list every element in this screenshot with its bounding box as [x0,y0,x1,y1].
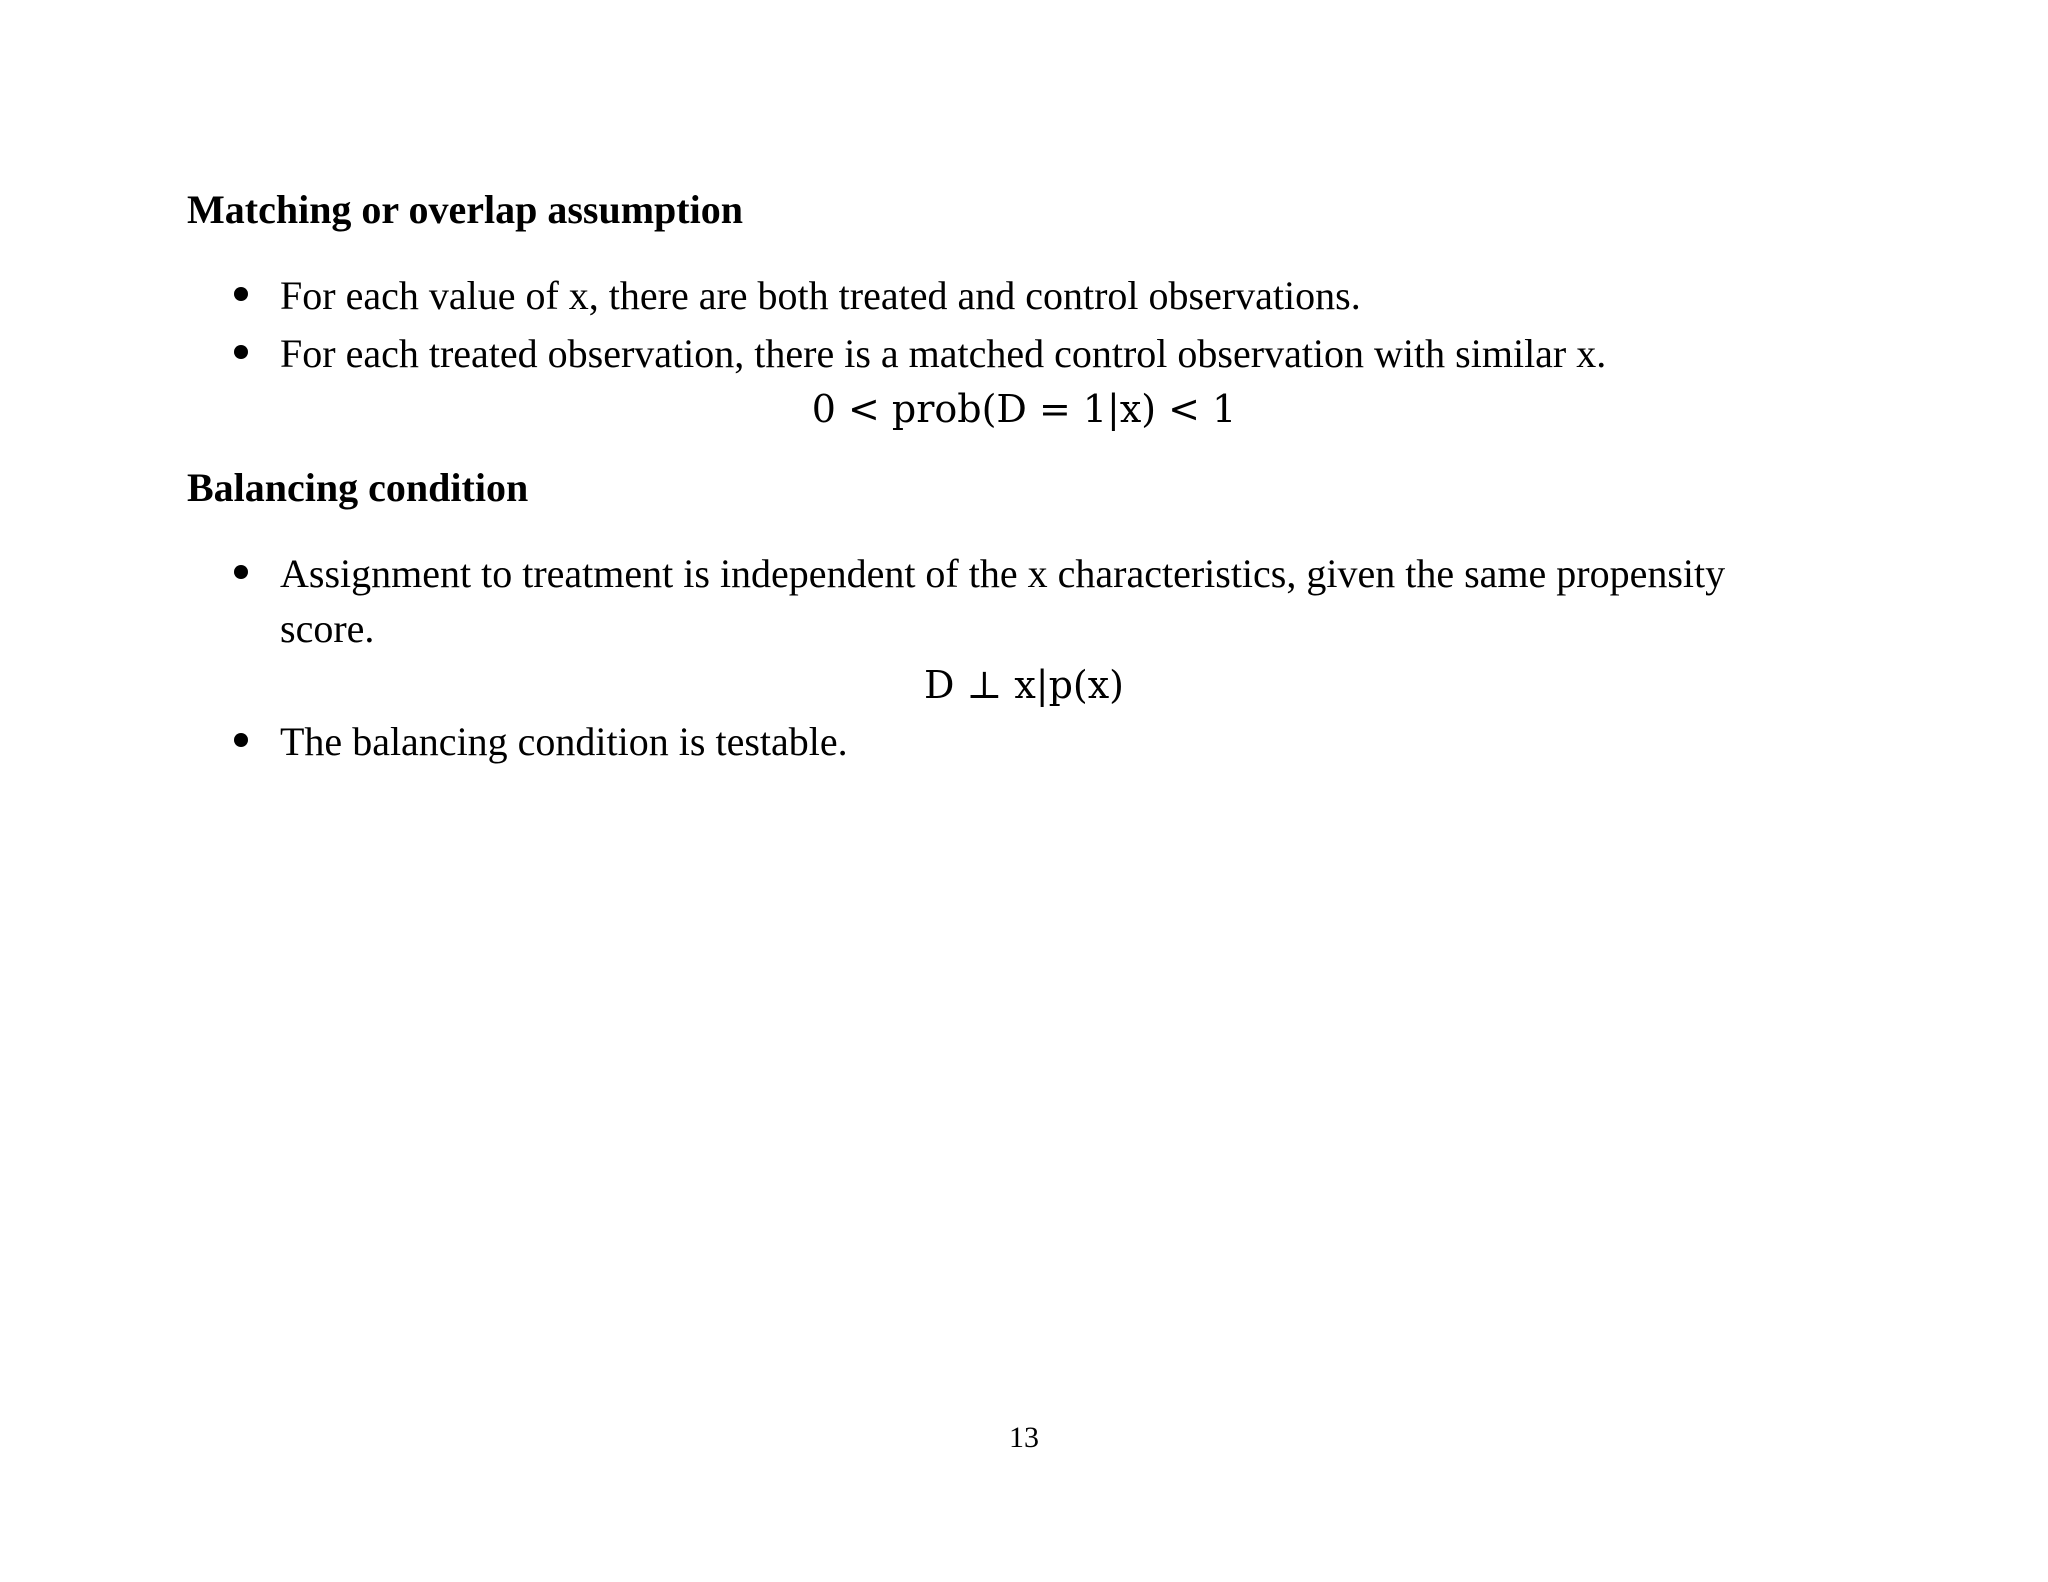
bullet-text: The balancing condition is testable. [280,719,848,764]
equation-text: D ⊥ x|p(x) [923,663,1124,707]
equation-balancing [0,660,2048,710]
section-heading-balancing: Balancing condition [187,465,529,510]
equation-overlap [0,384,2048,434]
bullet-text: For each treated observation, there is a matched control observation with similar x. [280,331,1607,376]
bullet-icon [234,345,248,359]
page-number: 13 [1009,1421,1039,1454]
bullet-icon [234,287,248,301]
bullet-icon [234,733,248,747]
bullet-text: For each value of x, there are both treated and control observations. [280,273,1361,318]
section-heading-matching: Matching or overlap assumption [187,187,743,232]
equation-text: 0 < prob(D = 1|x) < 1 [811,387,1237,431]
bullet-icon [234,565,248,579]
bullet-text: Assignment to treatment is independent of the x characteristics, given the same propensity score. [280,551,1726,651]
